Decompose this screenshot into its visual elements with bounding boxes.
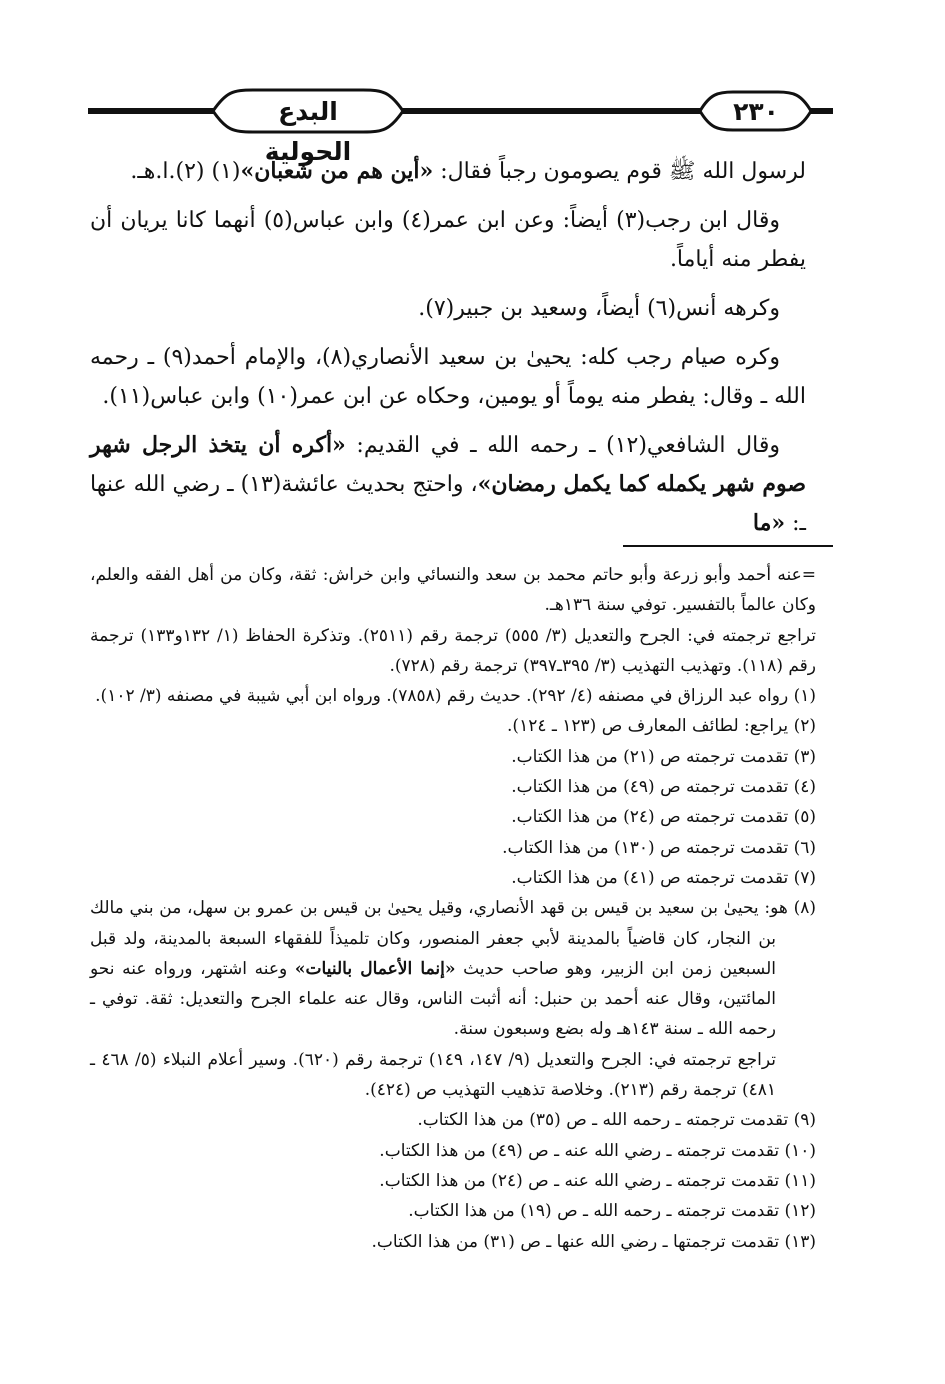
book-title: البدع الحولية — [264, 97, 352, 166]
paragraph-4: وكره صيام رجب كله: يحيىٰ بن سعيد الأنصاري(٨)، والإمام أحمد(٩) ـ رحمه الله ـ وقال: يفطر منه يوماً أو يومين، وحكاه عن ابن عمر(١٠) وابن عباس(١١). — [90, 345, 806, 409]
footnote-3: (٣) تقدمت ترجمته ص (٢١) من هذا الكتاب. — [511, 746, 816, 767]
footnote-1: (١) رواه عبد الرزاق في مصنفه (٤/ ٢٩٢). حديث رقم (٧٨٥٨). ورواه ابن أبي شيبة في مصنفه (٣/ ١٠٢). — [95, 686, 816, 707]
footnote-continuation-refs: تراجع ترجمته في: الجرح والتعديل (٣/ ٥٥٥) ترجمة رقم (٢٥١١). وتذكرة الحفاظ (١/ ١٣٢و١٣٣) ترجمة رقم (١١٨). وتهذيب التهذيب (٣/ ٣٩٥ـ٣٩٧) ترجمة رقم (٧٢٨). — [90, 625, 816, 676]
footnote-6: (٦) تقدمت ترجمته ص (١٣٠) من هذا الكتاب. — [502, 837, 816, 858]
footnote-11: (١١) تقدمت ترجمته ـ رضي الله عنه ـ ص (٢٤) من هذا الكتاب. — [379, 1170, 816, 1191]
paragraph-1: لرسول الله ﷺ قوم يصومون رجباً فقال: «أين هم من شعبان»(١) (٢).ا.هـ. — [130, 158, 806, 184]
footnote-7: (٧) تقدمت ترجمته ص (٤١) من هذا الكتاب. — [511, 867, 816, 888]
paragraph-2: وقال ابن رجب(٣) أيضاً: وعن ابن عمر(٤) وابن عباس(٥) أنهما كانا يريان أن يفطر منه أياماً. — [90, 208, 806, 272]
footnote-13: (١٣) تقدمت ترجمتها ـ رضي الله عنها ـ ص (٣١) من هذا الكتاب. — [371, 1231, 816, 1252]
main-text — [90, 152, 806, 553]
footnote-2: (٢) يراجع: لطائف المعارف ص (١٢٣ ـ ١٢٤). — [507, 716, 816, 737]
footnote-8: (٨) هو: يحيىٰ بن سعيد بن قيس بن قهد الأنصاري، وقيل يحيىٰ بن قيس بن عمرو بن سهل، من بني مالك بن النجار، كان قاضياً بالمدينة لأبي جعفر المنصور، وكان تلميذاً للفقهاء السبعة بالمدينة، ولد قبل السبعين زمن ابن الزبير، وهو صاحب حديث «إنما الأعمال بالنيات» وعنه اشتهر، ورواه عنه نحو المائتين، وقال عنه أحمد بن حنبل: أنه أثبت الناس، وقال عنه علماء الجرح والتعديل: ثقة. توفي ـ رحمه الله ـ سنة ١٤٣هـ وله بضع وسبعون سنة. — [90, 898, 816, 1040]
footnote-5: (٥) تقدمت ترجمته ص (٢٤) من هذا الكتاب. — [511, 807, 816, 828]
footnote-8-refs: تراجع ترجمته في: الجرح والتعديل (٩/ ١٤٧، ١٤٩) ترجمة رقم (٦٢٠). وسير أعلام النبلاء (٥/ ٤٦٨ ـ ٤٨١) ترجمة رقم (٢١٣). وخلاصة تذهيب التهذيب ص (٤٢٤). — [90, 1049, 776, 1101]
paragraph-3: وكرهه أنس(٦) أيضاً، وسعيد بن جبير(٧). — [418, 296, 780, 321]
footnote-9: (٩) تقدمت ترجمته ـ رحمه الله ـ ص (٣٥) من هذا الكتاب. — [417, 1110, 816, 1131]
paragraph-5: وقال الشافعي(١٢) ـ رحمه الله ـ في القديم: «أكره أن يتخذ الرجل شهر صوم شهر يكمله كما يكمل رمضان»، واحتج بحديث عائشة(١٣) ـ رضي الله عنها ـ: «ما — [90, 432, 806, 536]
page-number: ٢٣٠ — [733, 97, 779, 126]
footnotes — [90, 560, 816, 1257]
footnote-4: (٤) تقدمت ترجمته ص (٤٩) من هذا الكتاب. — [511, 777, 816, 798]
footnote-separator — [623, 545, 833, 547]
footnote-continuation: =عنه أحمد وأبو زرعة وأبو حاتم محمد بن سعد والنسائي وابن خراش: ثقة، وكان من أهل الفقه والعلم، وكان عالماً بالتفسير. توفي سنة ١٣٦هـ. — [90, 565, 816, 616]
running-header — [88, 86, 833, 166]
footnote-10: (١٠) تقدمت ترجمته ـ رضي الله عنه ـ ص (٤٩) من هذا الكتاب. — [379, 1140, 816, 1161]
footnote-12: (١٢) تقدمت ترجمته ـ رحمه الله ـ ص (١٩) من هذا الكتاب. — [408, 1201, 816, 1222]
